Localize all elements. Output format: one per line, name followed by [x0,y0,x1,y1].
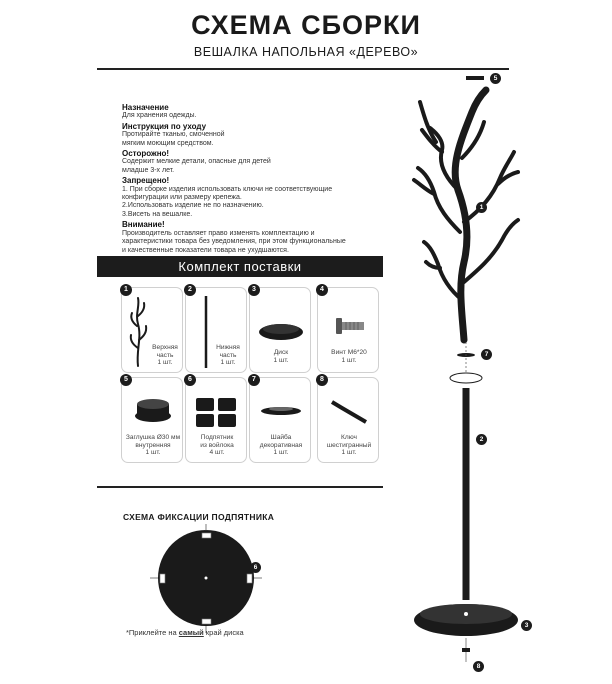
felt-fixation-diagram [140,524,280,634]
info-heading: Инструкция по уходу [122,121,207,131]
kit-card-3 [249,287,311,373]
kit-label: Подпятник из войлока 4 шт. [200,434,234,457]
fixation-title: СХЕМА ФИКСАЦИИ ПОДПЯТНИКА [123,512,275,522]
assembly-callout: 8 [473,661,484,672]
info-text: Протирайте тканью, смоченной мягким моющим средством. [122,131,225,147]
kit-label: Диск 1 шт. [273,349,289,364]
kit-number: 8 [316,374,328,386]
kit-card-6 [185,377,247,463]
fixation-callout: 6 [250,562,261,573]
fixation-note [126,628,244,637]
kit-number: 6 [184,374,196,386]
info-block [122,102,367,255]
assembly-callout: 7 [481,349,492,360]
kit-number: 7 [248,374,260,386]
middle-divider [97,486,383,488]
assembly-callout: 3 [521,620,532,631]
info-heading: Назначение [122,103,169,112]
info-text: Производитель оставляет право изменять комплектацию и характеристики товара без уведомления, при этом функциональные и качественные показатели товара не ухудшаются. [122,229,346,254]
assembly-callout: 5 [490,73,501,84]
kit-number: 2 [184,284,196,296]
note-bold: самый [178,628,204,637]
info-heading: Запрещено! [122,176,170,186]
assembly-callout: 1 [476,202,487,213]
kit-card-5 [121,377,183,463]
info-heading: Осторожно! [122,149,170,159]
assembly-callout: 2 [476,434,487,445]
note-part: край диска [203,628,244,637]
kit-card-8 [317,377,379,463]
page-title: СХЕМА СБОРКИ [191,10,421,40]
kit-label: Нижняя часть 1 шт. [216,344,240,367]
kit-label: Ключ шестигранный 1 шт. [326,434,372,457]
kit-title-bar: Комплект поставки [97,256,383,277]
info-text: Для хранения одежды. [122,112,197,120]
kit-label: Винт М6*20 1 шт. [331,349,367,364]
kit-number: 4 [316,284,328,296]
top-divider [97,68,509,70]
note-part: *Приклейте на [126,628,179,637]
info-text: 1. При сборке изделия использовать ключи не соответствующие конфигурации или размеру крепежа. 2.Использовать изделие не по назначению. 3.Висеть на вешалке. [122,185,333,218]
kit-card-7 [249,377,311,463]
kit-card-2 [185,287,247,373]
info-heading: Внимание! [122,220,165,230]
page-subtitle: ВЕШАЛКА НАПОЛЬНАЯ «ДЕРЕВО» [193,45,419,59]
kit-card-4 [317,287,379,373]
info-text: Содержит мелкие детали, опасные для детей младше 3-х лет. [122,158,271,174]
kit-label: Верхняя часть 1 шт. [152,344,178,367]
kit-label: Заглушка Ø30 мм внутренняя 1 шт. [125,434,181,457]
hanger-assembly-diagram [400,72,550,682]
kit-card-1 [121,287,183,373]
kit-label: Шайба декоративная 1 шт. [259,434,303,457]
kit-number: 3 [248,284,260,296]
kit-number: 5 [120,374,132,386]
kit-number: 1 [120,284,132,296]
